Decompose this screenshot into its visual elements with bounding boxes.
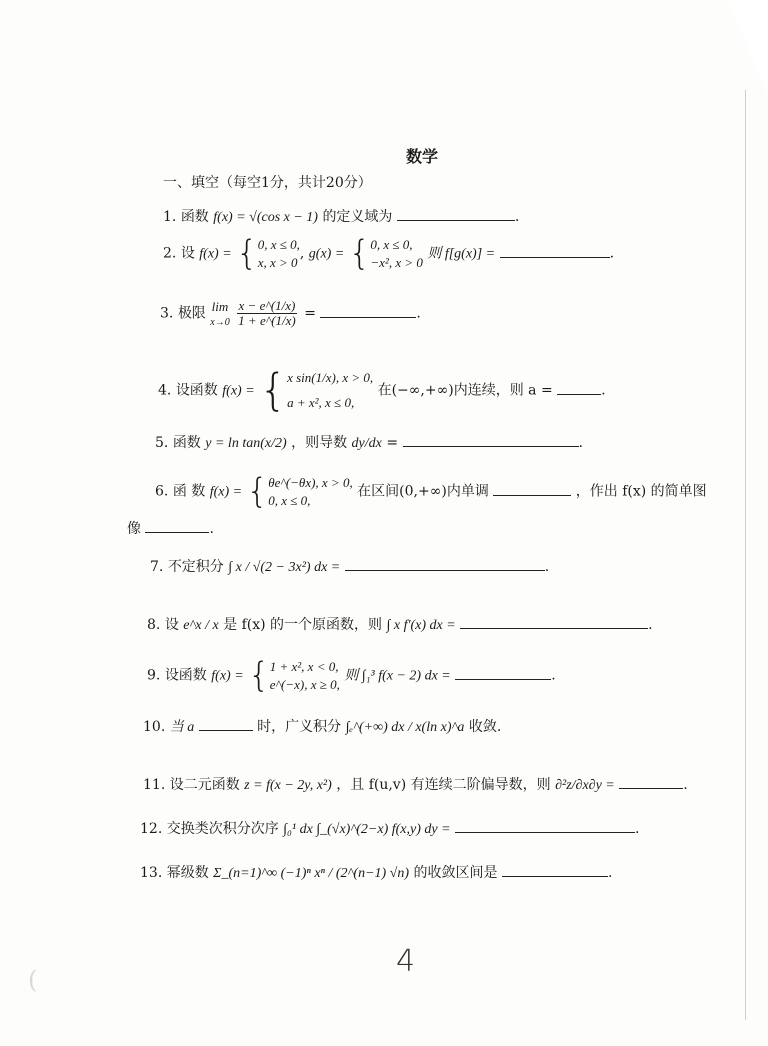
q12-text: 交换类次积分次序 xyxy=(166,821,279,837)
question-6-cont: 像 . xyxy=(127,518,214,538)
q9-case-2: e^(−x), x ≥ 0, xyxy=(269,676,340,692)
question-8: 8. 设 e^x / x 是 f(x) 的一个原函数，则 ∫ x f′(x) dx = . xyxy=(147,614,653,634)
question-9: 9. 设函数 f(x) = { 1 + x², x < 0, e^(−x), x ≥ 0, 则 ∫₁³ f(x − 2) dx = . xyxy=(147,655,556,696)
q2-f-brace: { xyxy=(236,233,258,274)
q6-case-2: 0, x ≤ 0, xyxy=(268,492,311,508)
q2-g-case-1: 0, x ≤ 0, xyxy=(370,237,413,252)
q4-brace: { xyxy=(259,364,288,416)
question-12: 12. 交换类次积分次序 ∫₀¹ dx ∫_(√x)^(2−x) f(x,y) dy = . xyxy=(140,818,639,838)
q1-suffix: 的定义域为 xyxy=(322,209,393,225)
q8-expression: ∫ x f′(x) dx = xyxy=(386,618,456,633)
q9-f-label: f(x) = xyxy=(211,668,244,684)
q4-cases xyxy=(287,366,373,415)
q13-expression: Σ_(n=1)^∞ (−1)ⁿ xⁿ / (2^(n−1) √n) xyxy=(213,866,410,881)
q3-denominator: 1 + e^(1/x) xyxy=(238,313,296,329)
q7-number: 7. xyxy=(150,559,164,575)
q2-f-case-1: 0, x ≤ 0, xyxy=(257,237,300,252)
question-2: 2. 设 f(x) = { 0, x ≤ 0, x, x > 0 , g(x) = { 0, x ≤ 0, −x², x > 0 则 f[g(x)] = . xyxy=(163,233,615,274)
q3-limit xyxy=(210,298,229,329)
q2-text: 设 xyxy=(180,245,195,262)
question-7: 7. 不定积分 ∫ x / √(2 − 3x²) dx = . xyxy=(150,556,549,576)
q6-answer-blank-2[interactable] xyxy=(145,518,209,533)
q2-g-case-2: −x², x > 0 xyxy=(370,254,423,270)
q5-expression: y = ln tan(x/2) xyxy=(205,436,287,451)
question-5: 5. 函数 y = ln tan(x/2) ，则导数 dy/dx = . xyxy=(155,432,583,452)
q3-numerator: x − e^(1/x) xyxy=(238,297,296,313)
q3-answer-blank[interactable] xyxy=(320,303,416,318)
q4-answer-blank[interactable] xyxy=(557,380,601,395)
q8-text: 设 xyxy=(164,617,179,633)
q3-fraction xyxy=(236,299,298,329)
question-10 xyxy=(143,716,501,736)
q5-derivative: dy/dx xyxy=(351,436,382,451)
page-edge-shadow xyxy=(745,90,746,1020)
q9-number: 9. xyxy=(147,667,161,684)
q6-middle-text: 在区间(0,+∞)内单调 xyxy=(357,483,489,500)
q8-fraction: e^x / x xyxy=(183,618,219,633)
handwritten-page-number: 4 xyxy=(396,944,416,979)
q9-text: 设函数 xyxy=(164,667,207,684)
q8-answer-blank[interactable] xyxy=(460,614,648,629)
q2-suffix: 则 f[g(x)] = xyxy=(427,246,496,262)
q3-lim-subscript: x→0 xyxy=(210,316,230,328)
q7-expression: ∫ x / √(2 − 3x²) dx = xyxy=(228,560,341,575)
q10-expression: ∫ₑ^(+∞) dx / x(ln x)^a xyxy=(345,720,465,735)
q2-f-label: f(x) = xyxy=(199,246,232,262)
question-4: 4. 设函数 f(x) = { x sin(1/x), x > 0, a + x², x ≤ 0, 在(−∞,+∞)内连续，则 a = . xyxy=(158,364,606,416)
q4-case-1: x sin(1/x), x > 0, xyxy=(287,370,374,385)
q6-cases xyxy=(268,474,353,509)
q13-answer-blank[interactable] xyxy=(502,862,608,877)
q12-expression: ∫₀¹ dx ∫_(√x)^(2−x) f(x,y) dy = xyxy=(283,822,451,837)
q9-brace: { xyxy=(248,655,270,696)
q10-suffix: 收敛. xyxy=(468,719,502,735)
question-3: 3. 极限 lim x→0 $\frac{x - e\^{}(1/x)}{1 + e\^{}(1/x)}$ = . xyxy=(160,297,421,329)
q7-answer-blank[interactable] xyxy=(345,556,545,571)
q7-text: 不定积分 xyxy=(167,559,224,575)
q5-number: 5. xyxy=(155,435,169,451)
q10-number: 10. xyxy=(143,719,166,735)
q6-text: 函 数 xyxy=(172,483,206,500)
question-1: 1. 函数 f(x) = √(cos x − 1) 的定义域为 . xyxy=(163,206,519,226)
q4-text: 设函数 xyxy=(175,382,218,399)
question-11: 11. 设二元函数 z = f(x − 2y, x²) ，且 f(u,v) 有连续二阶偏导数，则 ∂²z/∂x∂y = . xyxy=(143,774,688,794)
q2-answer-blank[interactable] xyxy=(500,243,610,258)
q11-middle-text: ，且 f(u,v) 有连续二阶偏导数，则 xyxy=(336,777,551,793)
q1-number: 1. xyxy=(163,209,177,225)
q1-answer-blank[interactable] xyxy=(397,206,515,221)
q6-brace: { xyxy=(246,471,269,512)
q4-f-label: f(x) = xyxy=(222,383,255,399)
q10-middle-text: 时，广义积分 xyxy=(257,719,342,735)
q13-suffix: 的收敛区间是 xyxy=(413,865,498,881)
q12-number: 12. xyxy=(140,821,163,837)
q2-g-brace: { xyxy=(348,233,371,274)
q2-g-cases xyxy=(370,236,422,271)
q9-answer-blank[interactable] xyxy=(455,665,551,680)
q2-f-cases xyxy=(258,236,300,271)
q1-expression: f(x) = √(cos x − 1) xyxy=(213,210,318,225)
q3-number: 3. xyxy=(160,305,174,322)
q9-suffix: 则 ∫₁³ f(x − 2) dx = xyxy=(344,668,451,684)
q2-f-case-2: x, x > 0 xyxy=(257,254,298,270)
q11-number: 11. xyxy=(143,777,166,793)
question-6 xyxy=(155,471,707,512)
q11-expression: z = f(x − 2y, x²) xyxy=(244,778,332,793)
q4-number: 4. xyxy=(158,382,172,399)
q6-number: 6. xyxy=(155,483,169,500)
q13-text: 幂级数 xyxy=(166,865,209,881)
q6-f-label: f(x) = xyxy=(209,484,243,500)
q11-answer-blank[interactable] xyxy=(619,774,683,789)
question-13: 13. 幂级数 Σ_(n=1)^∞ (−1)ⁿ xⁿ / (2^(n−1) √n) 的收敛区间是 . xyxy=(140,862,612,882)
q6-case-1: θe^(−θx), x > 0, xyxy=(268,475,353,490)
q3-text: 极限 xyxy=(177,305,206,322)
q4-case-2: a + x², x ≤ 0, xyxy=(287,394,355,410)
q8-middle-text: 是 f(x) 的一个原函数，则 xyxy=(223,617,383,633)
scan-smudge: ( xyxy=(28,966,38,994)
q1-text: 函数 xyxy=(180,209,209,225)
q13-number: 13. xyxy=(140,865,163,881)
q2-number: 2. xyxy=(163,245,177,262)
q5-answer-blank[interactable] xyxy=(403,432,579,447)
section-heading: 一、填空（每空1分，共计20分） xyxy=(163,175,372,191)
q4-suffix: 在(−∞,+∞)内连续，则 a = xyxy=(377,382,553,399)
q6-answer-blank-1[interactable] xyxy=(493,481,571,496)
q10-text: 当 a xyxy=(169,720,195,735)
q2-g-label: g(x) = xyxy=(308,246,345,262)
q9-case-1: 1 + x², x < 0, xyxy=(269,659,339,674)
page-title: 数学 xyxy=(406,147,439,166)
q10-answer-blank[interactable] xyxy=(199,716,253,731)
q6-tail-text: ，作出 f(x) 的简单图 xyxy=(575,483,707,500)
q6-tail-text-2: 像 xyxy=(127,521,141,537)
folded-corner xyxy=(728,0,768,95)
q12-answer-blank[interactable] xyxy=(455,818,635,833)
q11-derivative: ∂²z/∂x∂y = xyxy=(555,778,615,793)
q9-cases xyxy=(270,658,340,693)
q11-text: 设二元函数 xyxy=(169,777,240,793)
q3-lim-word: lim xyxy=(211,299,229,314)
q5-suffix: ，则导数 xyxy=(291,435,348,451)
q5-text: 函数 xyxy=(172,435,201,451)
q8-number: 8. xyxy=(147,617,161,633)
